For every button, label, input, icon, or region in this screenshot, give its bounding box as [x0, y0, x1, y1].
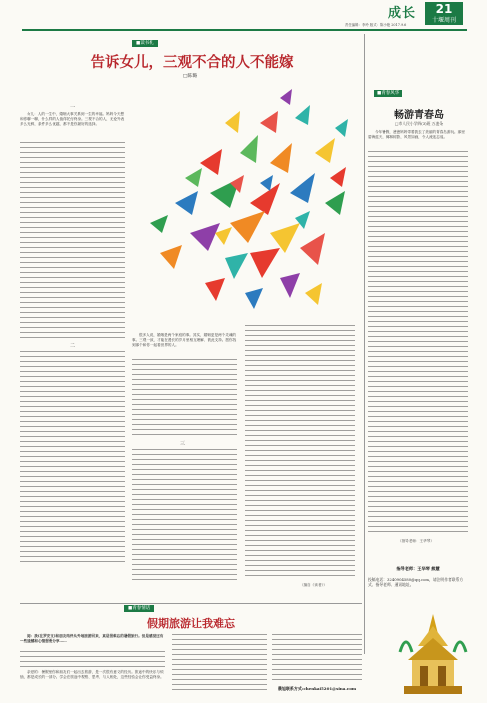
kicker-label: 读书札 — [140, 41, 154, 46]
page-number-box — [425, 2, 463, 16]
bottom-kicker-square-icon: ■ — [128, 606, 133, 611]
bottom-email: 晨旭联系方式:chenkai5201@sina.com — [277, 686, 357, 691]
temple-illustration — [398, 612, 468, 700]
side-article-text — [368, 151, 468, 536]
side-kicker-square-icon: ■ — [377, 91, 382, 96]
main-col-2-body — [132, 333, 237, 349]
bottom-intro-lines — [20, 651, 165, 669]
main-body-paragraph: 很多人说，婚姻是两个家庭的事。其实，婚姻更是两个灵魂的事。三观一致，才能在漫长的岁月里相互理解、彼此支持。愿你找到那个和你一起看世界的人。 — [132, 333, 237, 347]
bird-flock — [150, 89, 348, 309]
section-title: 成长 — [388, 6, 417, 21]
side-article-byline: □市人民小学四(3)班 万凌朵 — [394, 121, 444, 126]
side-footer — [368, 566, 468, 587]
column-name-box — [425, 16, 463, 25]
bottom-article-title: 假期旅游让我难忘 — [147, 617, 235, 630]
bottom-intro-paragraph: 阅：我(在罗安支)和朋友结伴从外地旅游回来，真是很难忘的暑假旅行。但是感觉还有一些遗憾和心情想要分享…… — [20, 634, 164, 643]
section-number-1: 一 — [70, 105, 76, 111]
bottom-body — [20, 670, 165, 681]
side-article-lead — [368, 130, 468, 141]
main-col-1-text — [20, 142, 125, 338]
column-name: 十堰周刊 — [431, 17, 456, 24]
main-col-1-lead — [20, 112, 125, 128]
side-article-title: 畅游青春岛 — [394, 110, 444, 121]
bottom-body-paragraph: 亲爱的：暑假里你和朋友们一起出去旅游，是一次很有意义的经历。旅途中的快乐与烦恼，都是成长的一部分。学会在旅途中观察、思考、与人相处，这些经验会让你受益终身。 — [20, 670, 164, 679]
side-lead-paragraph: 今年暑假，爸爸妈妈带着我去了美丽的青春岛游玩。那里碧海蓝天，椰林树影，风景如画，令人流连忘返。 — [368, 130, 465, 139]
side-article — [368, 90, 470, 560]
kicker-square-icon: ■ — [136, 41, 141, 46]
side-article-ending: （指导老师：王华琴） — [398, 539, 434, 543]
main-col-3-text — [245, 325, 355, 580]
side-kicker-tag — [374, 90, 402, 97]
main-col-2-text-b — [132, 449, 237, 584]
section-number-3: 三 — [180, 441, 186, 447]
main-article — [20, 40, 360, 600]
birds-illustration — [130, 83, 350, 323]
page-number: 21 — [435, 2, 453, 16]
kicker-tag — [132, 40, 158, 47]
column-divider — [364, 34, 365, 654]
article-title: 告诉女儿，三观不合的人不能嫁 — [90, 54, 294, 71]
editor-credits: 责任编辑：李玲 版式：陈小艳 2017.9.6 — [345, 23, 407, 27]
temple-icon — [400, 614, 466, 694]
side-teacher-credit: 指导老师：王华琴 熊慧 — [396, 566, 440, 571]
bottom-intro — [20, 634, 165, 645]
main-col-1-text-b — [20, 351, 125, 566]
bottom-kicker-label: 青春情话 — [132, 606, 151, 611]
side-kicker-label: 青春风华 — [381, 91, 400, 96]
bottom-article — [20, 604, 362, 702]
submission-contact: 投稿电话：3240904580@qq.com，请注明作者联系方式、指导老师、通讯地址。 — [368, 577, 464, 587]
main-lead-paragraph: 女儿：人的一生中，婚姻大事关系到一生的幸福。妈妈今天想和你聊一聊，什么样的人值得托付终身。三观不合的人，无论外表多么光鲜，条件多么优越，都不是你最好的选择。 — [20, 112, 125, 126]
bottom-col-2-text — [172, 634, 267, 694]
bottom-kicker-tag — [124, 605, 154, 612]
article-source: （摘自《读者》） — [300, 583, 327, 587]
bottom-col-3-text — [272, 634, 362, 682]
masthead-rule — [22, 29, 467, 31]
article-byline: □陈璐 — [182, 74, 198, 79]
main-col-2-text — [132, 359, 237, 439]
section-number-2: 二 — [70, 343, 76, 349]
